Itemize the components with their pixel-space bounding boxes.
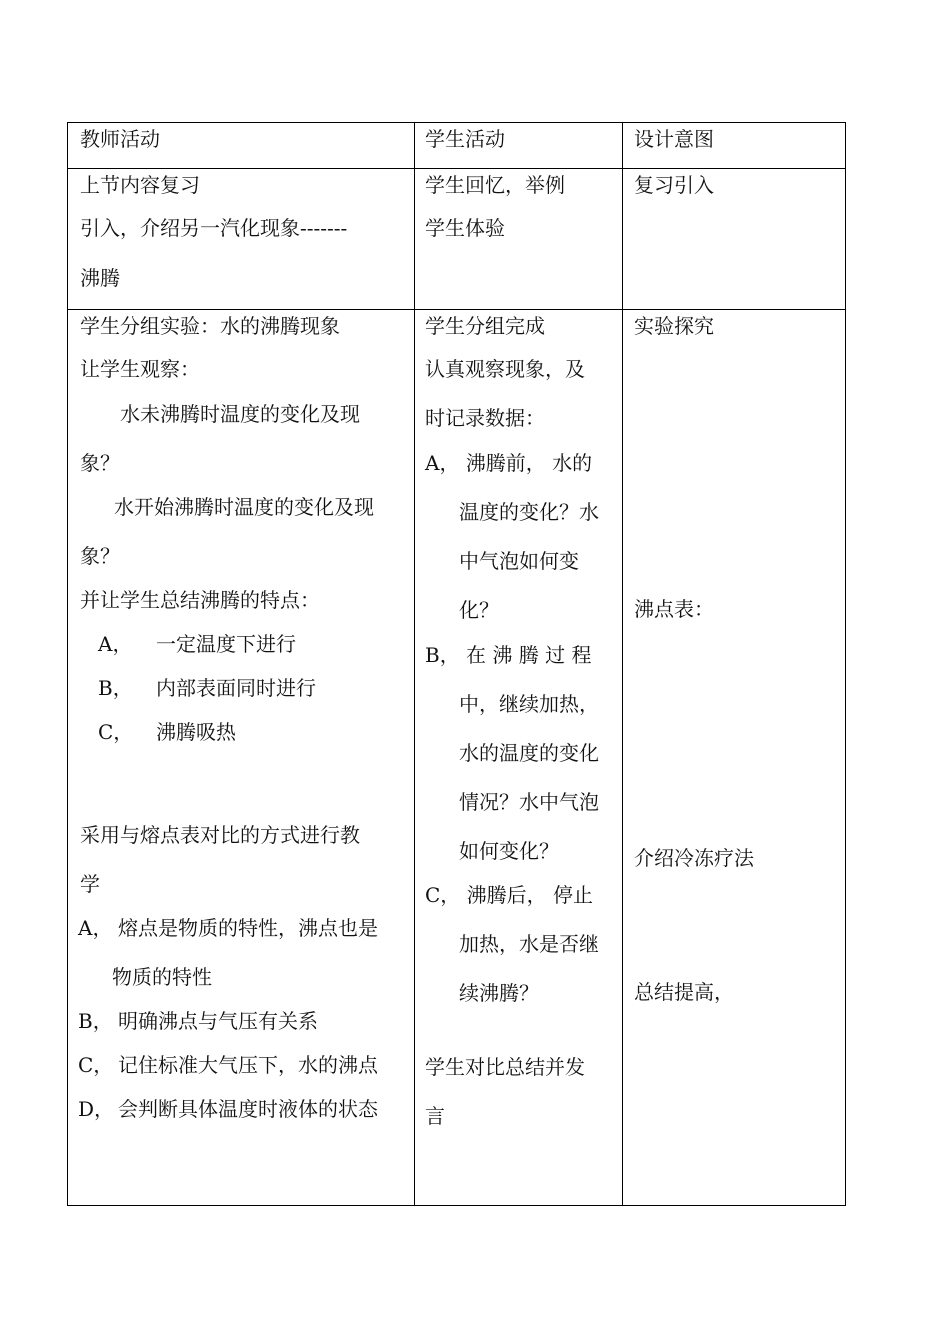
point-text: 记住标准大气压下，水的沸点: [118, 1053, 378, 1078]
header-teacher: 教师活动: [80, 127, 160, 151]
experiment-teacher-cell: [68, 310, 415, 1206]
feature-marker: C，: [98, 720, 134, 745]
teacher-line: 象？: [80, 544, 120, 569]
header-intent-cell: [623, 123, 846, 169]
feature-text: 一定温度下进行: [156, 632, 296, 657]
review-intent-line: 复习引入: [634, 173, 714, 198]
intent-line: 总结提高，: [634, 980, 734, 1005]
question-line: 化？: [459, 598, 499, 623]
teacher-line: 学: [80, 872, 100, 897]
question-line: 续沸腾？: [459, 981, 539, 1006]
teacher-line: 水开始沸腾时温度的变化及现: [114, 495, 374, 520]
header-teacher-cell: [68, 123, 415, 169]
feature-marker: A，: [98, 632, 133, 657]
student-line: 言: [425, 1104, 445, 1129]
review-row: [68, 169, 846, 310]
question-line: 情况？水中气泡: [459, 790, 599, 815]
student-line: 学生分组完成: [425, 314, 545, 339]
header-intent: 设计意图: [634, 127, 714, 151]
question-c-line: C， 沸腾后， 停止: [425, 883, 594, 908]
student-line: 时记录数据：: [425, 406, 545, 431]
experiment-row: [68, 310, 846, 1206]
header-row: [68, 123, 846, 169]
lesson-plan-table: [67, 122, 846, 1206]
point-text: 明确沸点与气压有关系: [118, 1009, 318, 1034]
experiment-intent-cell: [623, 310, 846, 1206]
review-student-line: 学生回忆，举例: [425, 173, 565, 198]
question-line: 加热，水是否继: [459, 932, 599, 957]
teacher-line: 让学生观察：: [80, 357, 200, 382]
question-a-line: A， 沸腾前， 水的: [425, 451, 593, 476]
header-student-cell: [415, 123, 623, 169]
point-text: 会判断具体温度时液体的状态: [118, 1097, 378, 1122]
review-teacher-line: 上节内容复习: [80, 173, 200, 198]
header-student: 学生活动: [425, 127, 505, 151]
point-marker: A，: [78, 916, 113, 941]
student-line: 认真观察现象，及: [425, 357, 585, 382]
point-marker: D，: [78, 1097, 115, 1122]
point-marker: B，: [78, 1009, 113, 1034]
intent-line: 介绍冷冻疗法: [634, 846, 754, 871]
teacher-line: 学生分组实验：水的沸腾现象: [80, 314, 340, 339]
question-line: 温度的变化？水: [459, 500, 599, 525]
question-b-line: B， 在 沸 腾 过 程: [425, 643, 592, 668]
review-teacher-line: 沸腾: [80, 266, 120, 291]
teacher-line: 采用与熔点表对比的方式进行教: [80, 823, 360, 848]
question-line: 中，继续加热，: [459, 692, 599, 717]
question-line: 如何变化？: [459, 839, 559, 864]
point-text: 物质的特性: [112, 965, 212, 990]
question-line: 中气泡如何变: [459, 549, 579, 574]
review-teacher-line: 引入，介绍另一汽化现象-------: [80, 216, 348, 241]
review-student-cell: [415, 169, 623, 310]
teacher-line: 水未沸腾时温度的变化及现: [120, 402, 360, 427]
teacher-line: 并让学生总结沸腾的特点：: [80, 588, 320, 613]
feature-text: 内部表面同时进行: [156, 676, 316, 701]
student-line: 学生对比总结并发: [425, 1055, 585, 1080]
review-teacher-cell: [68, 169, 415, 310]
experiment-student-cell: [415, 310, 623, 1206]
question-line: 水的温度的变化: [459, 741, 599, 766]
intent-line: 实验探究: [634, 314, 714, 339]
point-marker: C，: [78, 1053, 114, 1078]
review-intent-cell: [623, 169, 846, 310]
point-text: 熔点是物质的特性，沸点也是: [118, 916, 378, 941]
review-student-line: 学生体验: [425, 216, 505, 241]
feature-text: 沸腾吸热: [156, 720, 236, 745]
intent-line: 沸点表：: [634, 597, 714, 622]
feature-marker: B，: [98, 676, 133, 701]
teacher-line: 象？: [80, 451, 120, 476]
